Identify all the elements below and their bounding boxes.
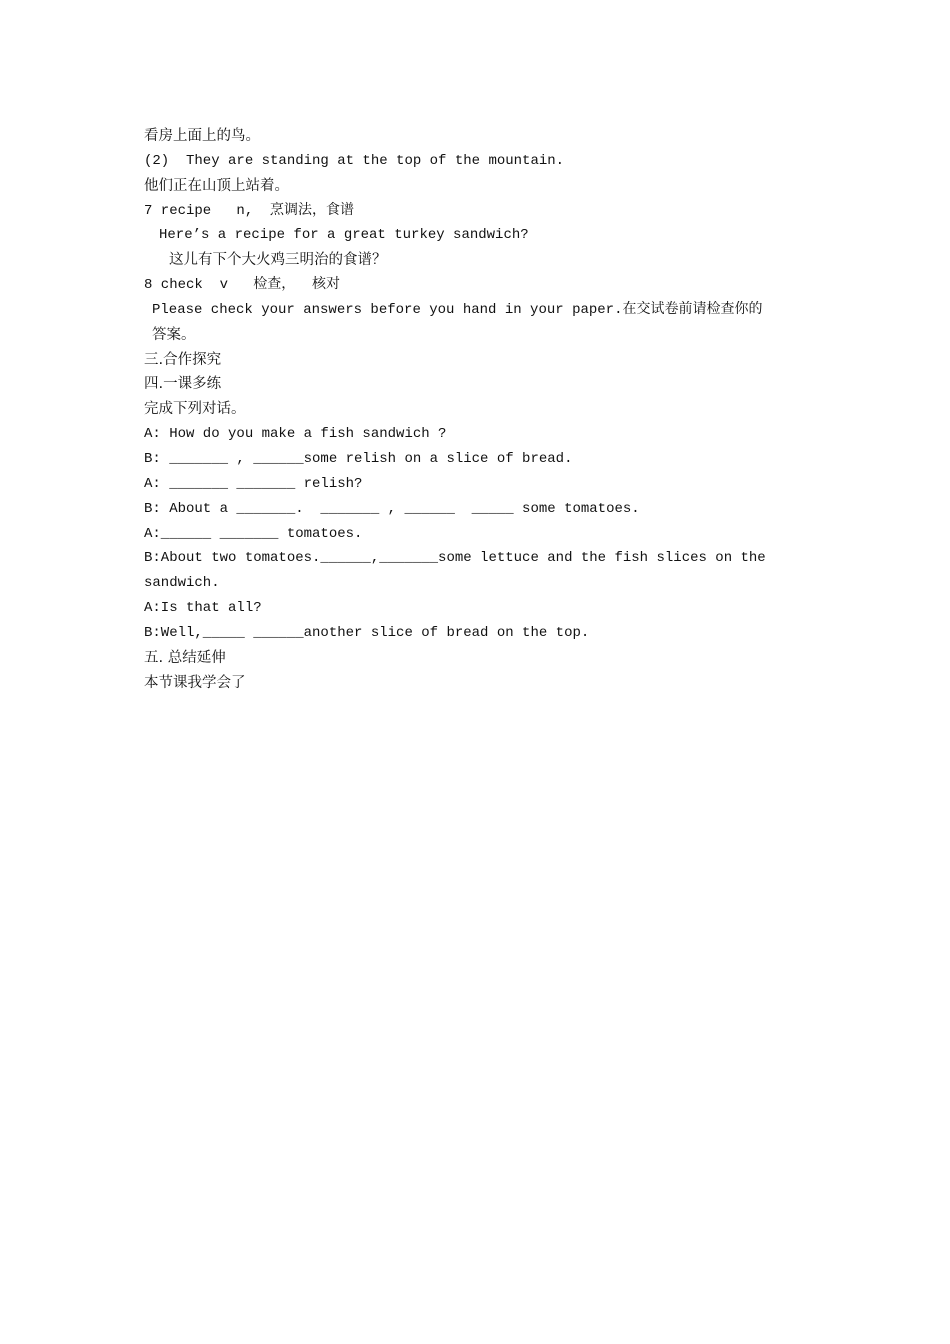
dialogue-line: sandwich. [144,575,220,592]
section-heading: 三.合作探究 [144,351,222,368]
dialogue-line: A:Is that all? [144,600,262,617]
dialogue-line: A: _______ _______ relish? [144,475,363,492]
dialogue-line: A:______ _______ tomatoes. [144,525,363,542]
document-body [144,124,804,695]
example-translation: 这儿有下个大火鸡三明治的食谱？ [169,252,387,269]
dialogue-line: B: About a _______. _______ , ______ _____ some tomatoes. [144,500,640,517]
vocab-heading: 8 check v 检查， 核对 [144,277,341,294]
example-translation: 答案。 [152,326,196,343]
dialogue-line: B:Well,_____ ______another slice of bread on the top. [144,624,590,641]
example-sentence: Here’s a recipe for a great turkey sandwich? [159,227,529,244]
summary-line: 本节课我学会了 [144,674,246,691]
vocab-heading: 7 recipe n, 烹调法，食谱 [144,202,355,219]
text-line: 看房上面上的鸟。 [144,128,260,144]
dialogue-line: A: How do you make a fish sandwich ? [144,426,447,443]
section-heading: 五. 总结延伸 [144,649,226,666]
text-line: (2) They are standing at the top of the mountain. [144,152,565,169]
section-heading: 四.一课多练 [144,376,222,393]
example-sentence: Please check your answers before you hand in your paper.在交试卷前请检查你的 [152,301,763,318]
text-line: 他们正在山顶上站着。 [144,177,289,194]
exercise-instruction: 完成下列对话。 [144,401,246,418]
dialogue-line: B:About two tomatoes.______,_______some lettuce and the fish slices on the [144,550,766,567]
dialogue-line: B: _______ , ______some relish on a slice of bread. [144,450,573,467]
